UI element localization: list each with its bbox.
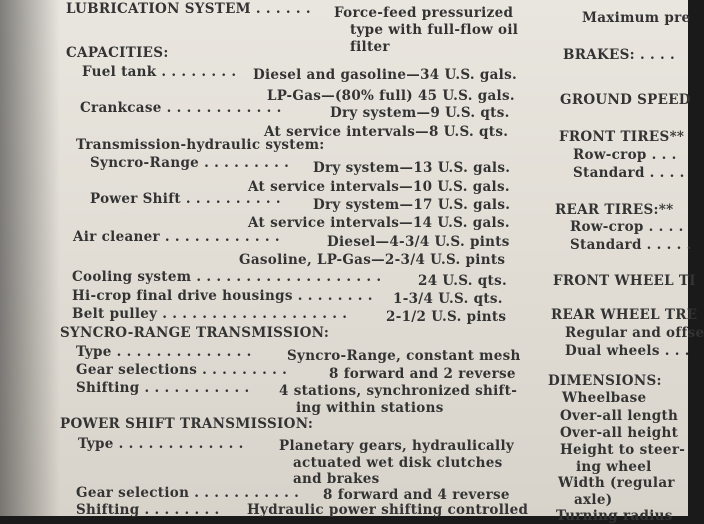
air-cleaner-value-2: Gasoline, LP-Gas—2-3/4 U.S. pints: [239, 252, 506, 268]
ps-shifting-value: Hydraulic power shifting controlled: [247, 502, 529, 518]
fuel-tank-value-1: Diesel and gasoline—34 U.S. gals.: [253, 67, 518, 83]
crankcase-value-2: At service intervals—8 U.S. qts.: [264, 124, 509, 140]
brakes-label: BRAKES: . . . .: [563, 47, 675, 63]
air-cleaner-value-1: Diesel—4-3/4 U.S. pints: [327, 234, 510, 250]
sr-type-value: Syncro-Range, constant mesh: [287, 348, 521, 364]
ground-speed-label: GROUND SPEED: [560, 92, 691, 108]
transmission-hydraulic-label: Transmission-hydraulic system:: [76, 137, 325, 153]
power-shift-value-2: At service intervals—14 U.S. gals.: [248, 215, 510, 231]
lubrication-value-2: type with full-flow oil: [350, 22, 519, 38]
air-cleaner-label: Air cleaner . . . . . . . . . . . .: [73, 229, 280, 245]
capacities-heading: CAPACITIES:: [66, 45, 169, 61]
turning-radius-label: Turning radius: [556, 508, 673, 524]
belt-pulley-value: 2-1/2 U.S. pints: [386, 309, 507, 325]
sr-shifting-label: Shifting . . . . . . . . . . .: [76, 380, 250, 396]
rear-tires-row-crop: Row-crop . . . .: [570, 219, 684, 235]
ps-type-value-2: actuated wet disk clutches: [293, 455, 503, 471]
sr-shifting-value-2: ing within stations: [296, 400, 444, 416]
height-to-steering-label-1: Height to steer-: [560, 442, 686, 458]
rear-tires-heading: REAR TIRES:**: [555, 202, 674, 218]
ps-gear-value: 8 forward and 4 reverse: [323, 487, 510, 503]
sr-type-label: Type . . . . . . . . . . . . . .: [76, 344, 252, 360]
ps-type-label: Type . . . . . . . . . . . . .: [78, 436, 244, 452]
belt-pulley-label: Belt pulley . . . . . . . . . . . . . . . . . . .: [72, 306, 348, 322]
hi-crop-value: 1-3/4 U.S. qts.: [393, 291, 503, 307]
front-tires-standard: Standard . . . .: [573, 165, 685, 181]
hi-crop-label: Hi-crop final drive housings . . . . . . . .: [72, 288, 373, 304]
power-shift-value-1: Dry system—17 U.S. gals.: [313, 197, 511, 213]
rear-tires-standard: Standard . . . . .: [570, 237, 692, 253]
lubrication-label: LUBRICATION SYSTEM . . . . . .: [66, 1, 311, 17]
lubrication-value-3: filter: [350, 39, 390, 55]
width-label-1: Width (regular: [558, 475, 675, 491]
syncro-range-value-1: Dry system—13 U.S. gals.: [313, 160, 511, 176]
wheelbase-label: Wheelbase: [562, 390, 647, 406]
sr-gear-label: Gear selections . . . . . . . . .: [76, 362, 288, 378]
fuel-tank-value-2: LP-Gas—(80% full) 45 U.S. gals.: [267, 88, 515, 104]
height-to-steering-label-2: ing wheel: [576, 459, 652, 475]
syncro-range-label: Syncro-Range . . . . . . . . .: [90, 155, 290, 171]
crankcase-label: Crankcase . . . . . . . . . . . .: [80, 100, 282, 116]
width-label-2: axle): [574, 492, 613, 508]
overall-height-label: Over-all height: [560, 425, 679, 441]
syncro-range-transmission-heading: SYNCRO-RANGE TRANSMISSION:: [60, 325, 330, 341]
fuel-tank-label: Fuel tank . . . . . . . .: [82, 64, 237, 80]
page-edge-shadow: [0, 0, 60, 516]
dual-wheels-label: Dual wheels . . .: [565, 343, 690, 359]
lubrication-value-1: Force-feed pressurized: [334, 5, 514, 21]
sr-gear-value: 8 forward and 2 reverse: [329, 366, 516, 382]
ps-gear-label: Gear selection . . . . . . . . . . .: [76, 485, 300, 501]
power-shift-label: Power Shift . . . . . . . . . .: [90, 191, 281, 207]
crankcase-value-1: Dry system—9 U.S. qts.: [330, 105, 510, 121]
maximum-pressure-label: Maximum pre: [582, 10, 691, 26]
sr-shifting-value-1: 4 stations, synchronized shift-: [279, 383, 518, 399]
ps-type-value-3: and brakes: [293, 471, 380, 487]
power-shift-transmission-heading: POWER SHIFT TRANSMISSION:: [60, 416, 314, 432]
ps-shifting-label: Shifting . . . . . . . .: [76, 502, 220, 518]
cooling-system-label: Cooling system . . . . . . . . . . . . . . . . . . .: [72, 269, 382, 285]
front-tires-heading: FRONT TIRES**: [559, 129, 685, 145]
ps-type-value-1: Planetary gears, hydraulically: [279, 438, 515, 454]
regular-offset-label: Regular and offse: [565, 325, 704, 341]
cooling-system-value: 24 U.S. qts.: [418, 273, 507, 289]
front-wheel-tread-heading: FRONT WHEEL TI: [553, 273, 696, 289]
syncro-range-value-2: At service intervals—10 U.S. gals.: [248, 179, 510, 195]
front-tires-row-crop: Row-crop . . .: [573, 147, 677, 163]
dimensions-heading: DIMENSIONS:: [548, 373, 662, 389]
overall-length-label: Over-all length: [560, 408, 679, 424]
rear-wheel-tread-heading: REAR WHEEL TRE: [551, 307, 698, 323]
